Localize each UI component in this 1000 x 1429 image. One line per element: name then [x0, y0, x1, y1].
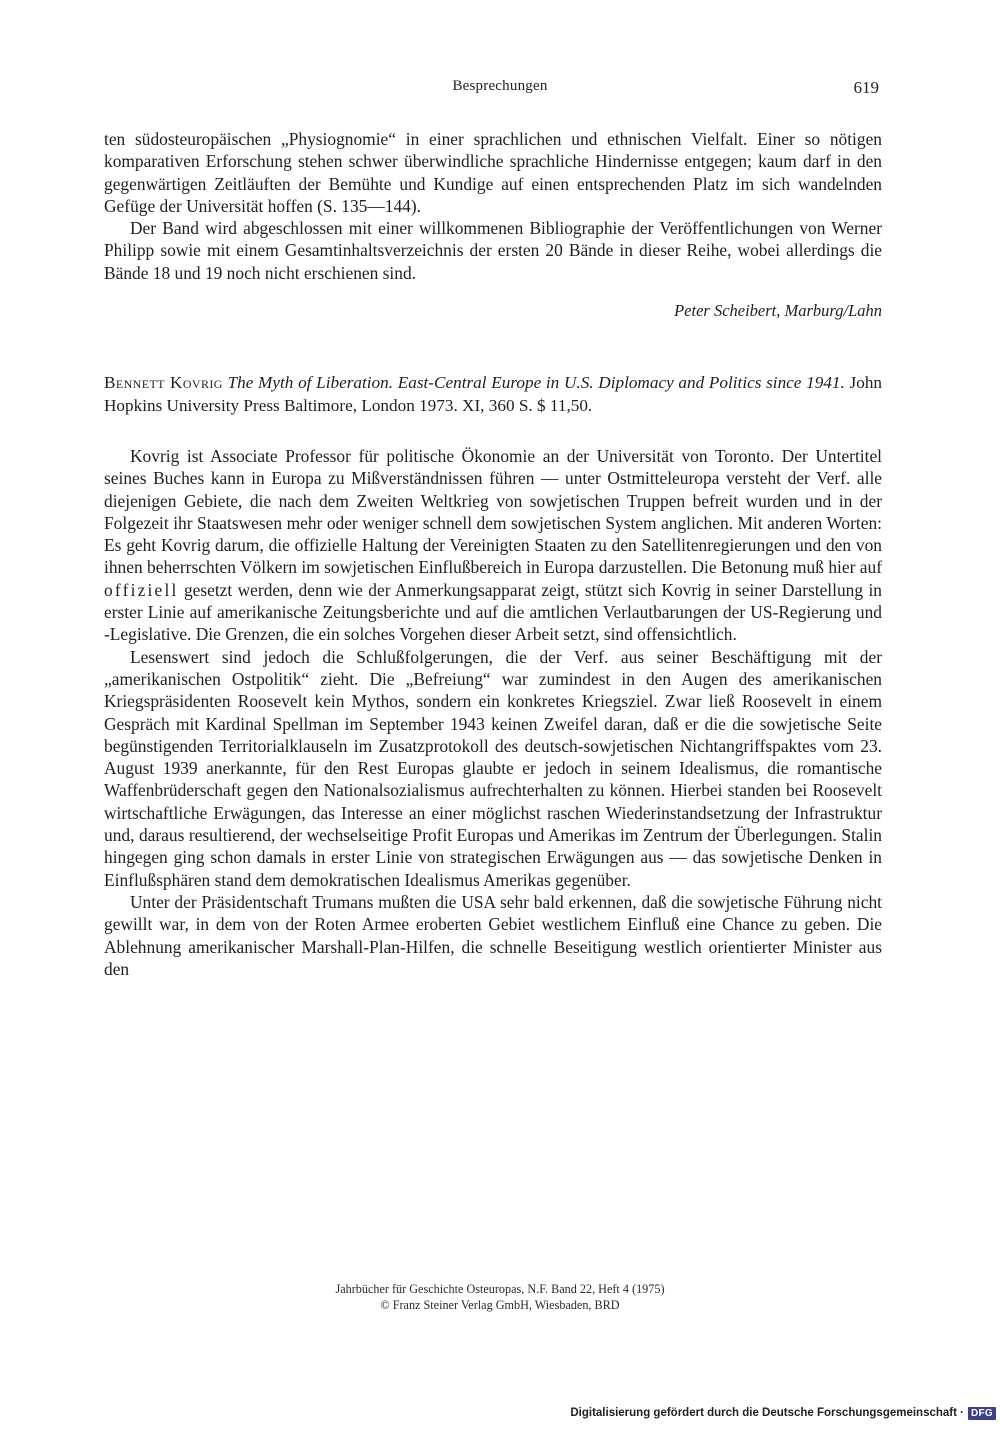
running-title: Besprechungen	[452, 78, 548, 94]
page-footer	[0, 1282, 1000, 1313]
review-paragraph-1-part-b: gesetzt werden, denn wie der Anmerkungsapparat zeigt, stützt sich Kovrig in seiner Darstellung in erster Linie auf amerikanische Zeitungsberichte und auf die amtlichen Verlautbarungen der US-Regierung und -Legislative. Die Grenzen, die ein solches Vorgehen dieser Arbeit setzt, sind offensichtlich.	[104, 579, 882, 645]
previous-review-paragraph-1: ten südosteuropäischen „Physiognomie“ in einer sprachlichen und ethnischen Vielfalt. Einer so nötigen komparativen Erforschung stehen schwer überwindliche sprachliche Hindernisse entgegen; kaum darf in den gegenwärtigen Zeitläuften der Bemühte und Kundige auf einen entsprechenden Platz im sich wandelnden Gefüge der Universität hoffen (S. 135—144).	[104, 129, 882, 216]
review-author: Bennett Kovrig	[104, 373, 223, 393]
previous-review-paragraph-2: Der Band wird abgeschlossen mit einer willkommenen Bibliographie der Veröffentlichungen von Werner Philipp sowie mit einem Gesamtinhaltsverzeichnis der ersten 20 Bände in dieser Reihe, wobei allerdings die Bände 18 und 19 noch nicht erschienen sind.	[104, 218, 882, 283]
review-paragraph-1-part-a: Kovrig ist Associate Professor für politische Ökonomie an der Universität von Toronto. Der Untertitel seines Buches kann in Europa zu Mißverständnissen führen — unter Ostmitteleuropa versteht der Verf. alle diejenigen Gebiete, die nach dem Zweiten Weltkrieg von sowjetischen Truppen befreit wurden und in der Folgezeit ihr Staatswesen mehr oder weniger schnell dem sowjetischen System anglichen. Mit anderen Worten: Es geht Kovrig darum, die offizielle Haltung der Vereinigten Staaten zu den Satellitenregierungen und den von ihnen beherrschten Völkern im sowjetischen Einflußbereich in Europa darzustellen. Die Betonung muß hier auf	[104, 445, 882, 578]
running-head	[0, 78, 1000, 102]
review-paragraph-2: Lesenswert sind jedoch die Schlußfolgerungen, die der Verf. aus seiner Beschäftigung mit der „amerikanischen Ostpolitik“ zieht. Die „Befreiung“ war zumindest in den Augen des amerikanischen Kriegspräsidenten Roosevelt kein Mythos, sondern ein konkretes Kriegsziel. Zwar ließ Roosevelt in einem Gespräch mit Kardinal Spellman im September 1943 keinen Zweifel daran, daß er die die sowjetische Seite begünstigenden Territorialklauseln im Zusatzprotokoll des deutsch-sowjetischen Nichtangriffspaktes vom 23. August 1939 anerkannte, für den Rest Europas glaubte er jedoch in seinem Idealismus, die romantische Waffenbrüderschaft gegen den Nationalsozialismus aufrechterhalten zu können. Hierbei standen bei Roosevelt wirtschaftliche Erwägungen, das Interesse an einer möglichst raschen Wiederinstandsetzung der Infrastruktur und, daraus resultierend, der wechselseitige Profit Europas und Amerikas im Zentrum der Überlegungen. Stalin hingegen ging schon damals in erster Linie von strategischen Erwägungen aus — das sowjetische Denken in Einflußsphären stand dem demokratischen Idealismus Amerikas gegenüber.	[104, 646, 882, 890]
review-bibliographic-entry	[104, 372, 882, 417]
page-number: 619	[853, 78, 879, 97]
review-paragraph-1-emphasis: offiziell	[104, 579, 179, 600]
reviewer-signature: Peter Scheibert, Marburg/Lahn	[674, 301, 882, 321]
review-publication-details: John Hopkins University Press Baltimore, London 1973. XI, 360 S. $ 11,50.	[104, 373, 883, 415]
review-paragraph-1	[104, 445, 882, 646]
publisher-copyright: © Franz Steiner Verlag GmbH, Wiesbaden, BRD	[380, 1297, 620, 1312]
digitization-notice	[570, 1405, 996, 1421]
journal-citation: Jahrbücher für Geschichte Osteuropas, N.F. Band 22, Heft 4 (1975)	[335, 1282, 665, 1296]
body-text	[104, 128, 882, 980]
review-paragraph-3: Unter der Präsidentschaft Trumans mußten die USA sehr bald erkennen, daß die sowjetische Führung nicht gewillt war, in dem von der Roten Armee eroberten Gebiet westlichem Einfluß eine Chance zu geben. Die Ablehnung amerikanischer Marshall-Plan-Hilfen, die schnelle Beseitigung westlich orientierter Minister aus den	[104, 891, 882, 979]
dfg-logo-icon: DFG	[968, 1407, 996, 1420]
review-book-title: The Myth of Liberation. East-Central Europe in U.S. Diplomacy and Politics since 1941.	[227, 373, 845, 393]
digitization-notice-text: Digitalisierung gefördert durch die Deutsche Forschungsgemeinschaft ·	[570, 1407, 964, 1419]
